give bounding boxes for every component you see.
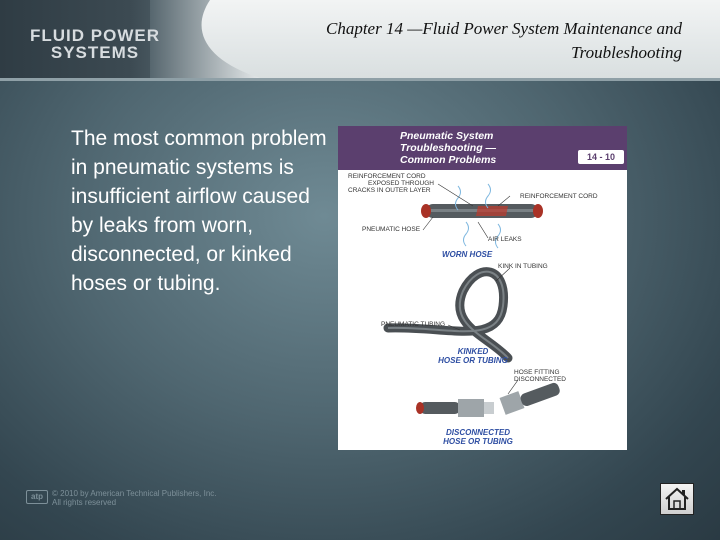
kinked-tubing-illustration [388, 268, 510, 358]
slide-body-text: The most common problem in pneumatic systems is insufficient airflow caused by leaks from worn, disconnected, or kinked hoses or tubing. [71, 127, 327, 295]
home-button[interactable] [660, 483, 694, 515]
figure-14-10 [338, 126, 627, 450]
caption-line: HOSE OR TUBING [443, 437, 513, 446]
label-kink-in-tubing: KINK IN TUBING [498, 263, 548, 270]
chapter-title-line-1: Chapter 14 —Fluid Power System Maintenance and [325, 19, 682, 38]
figure-title-line-2: Troubleshooting — [400, 142, 497, 154]
label-reinforcement-cord: REINFORCEMENT CORD [520, 193, 598, 200]
caption-line: HOSE OR TUBING [438, 356, 508, 365]
label-hose-fitting [514, 369, 566, 383]
header-divider [0, 78, 720, 81]
caption-line: DISCONNECTED [445, 428, 510, 437]
chapter-title [242, 17, 682, 65]
fluid-power-logo [20, 27, 170, 61]
chapter-title-line-2: Troubleshooting [571, 43, 682, 62]
label-line: HOSE FITTING [514, 369, 560, 376]
label-line: REINFORCEMENT CORD [348, 173, 426, 180]
label-air-leaks: AIR LEAKS [488, 236, 522, 243]
label-line: CRACKS IN OUTER LAYER [348, 187, 431, 194]
disconnected-fitting-illustration [416, 380, 561, 417]
home-icon [661, 484, 693, 514]
label-reinforcement-exposed [348, 173, 434, 194]
atp-publisher-logo: atp [26, 490, 48, 504]
caption-kinked [428, 347, 518, 365]
figure-title-line-3: Common Problems [400, 154, 497, 166]
caption-worn-hose: WORN HOSE [442, 250, 493, 259]
copyright-line-2: All rights reserved [52, 498, 117, 507]
label-line: DISCONNECTED [514, 376, 567, 383]
copyright-line-1: © 2010 by American Technical Publishers, Inc. [52, 489, 217, 498]
label-pneumatic-hose: PNEUMATIC HOSE [362, 226, 421, 233]
copyright-notice [52, 489, 217, 507]
slide-header [0, 0, 720, 78]
label-line: EXPOSED THROUGH [368, 180, 434, 187]
caption-disconnected [433, 428, 523, 446]
caption-line: KINKED [457, 347, 489, 356]
logo-line-1: FLUID POWER [30, 26, 160, 45]
figure-number: 14 - 10 [578, 150, 624, 164]
logo-line-2: SYSTEMS [50, 43, 140, 62]
label-pneumatic-tubing: PNEUMATIC TUBING [381, 321, 446, 328]
figure-title-line-1: Pneumatic System [400, 130, 494, 142]
